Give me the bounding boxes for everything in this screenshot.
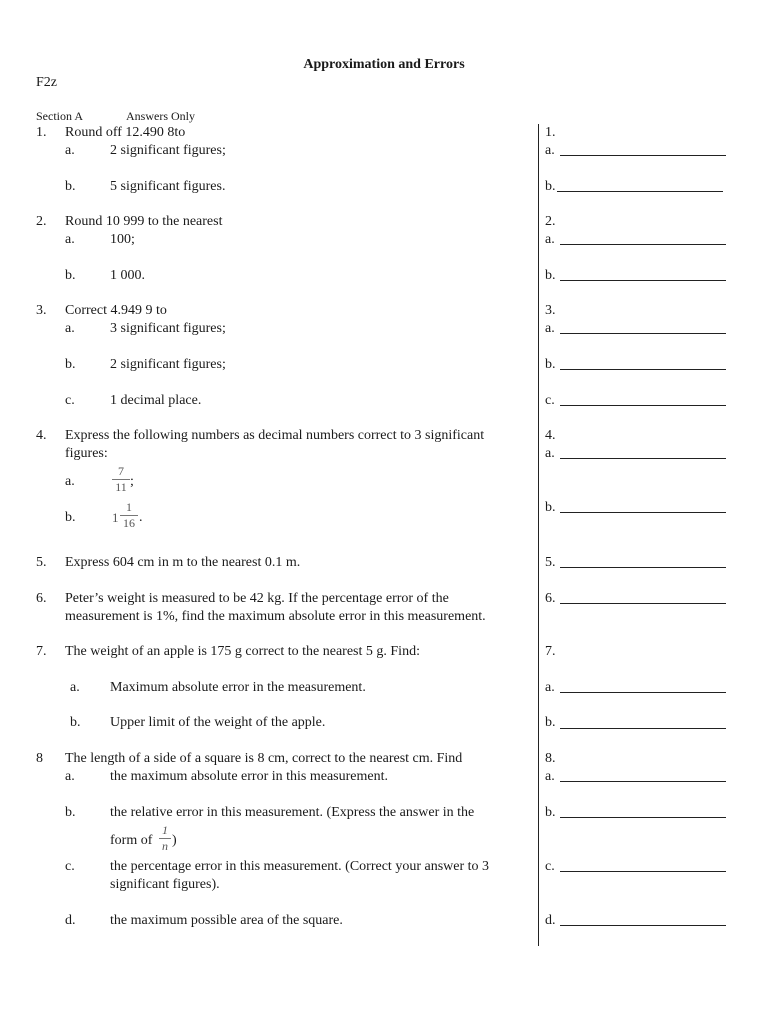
mixed-number-whole: 1 [112,510,119,525]
answer-number: 6. [545,591,556,606]
part-text: 5 significant figures. [110,179,226,194]
answer-label: c. [545,393,555,408]
part-text: 2 significant figures; [110,357,226,372]
answer-number: 3. [545,303,556,318]
question-number: 8 [36,751,43,766]
answer-label: b. [545,805,556,820]
question-text: The length of a side of a square is 8 cm, correct to the nearest cm. Find [65,751,463,766]
answer-label: b. [545,179,556,194]
question-number: 6. [36,591,47,606]
answer-number: 7. [545,644,556,659]
question-text: Express the following numbers as decimal numbers correct to 3 significant [65,428,485,443]
answer-blank-8b[interactable] [560,817,726,818]
answer-blank-6[interactable] [560,603,726,604]
answer-blank-8c[interactable] [560,871,726,872]
fraction-numerator: 1 [126,500,132,514]
part-text: Upper limit of the weight of the apple. [110,715,326,730]
fraction-denominator: 16 [123,516,135,530]
fraction-suffix: ; [130,474,134,489]
answer-blank-4b[interactable] [560,512,726,513]
part-text: 100; [110,232,135,247]
part-label: c. [65,393,75,408]
answer-label: a. [545,446,555,461]
part-text: Maximum absolute error in the measurement. [110,680,366,695]
answer-blank-3a[interactable] [560,333,726,334]
answer-blank-7b[interactable] [560,728,726,729]
part-text: 3 significant figures; [110,321,226,336]
part-label: b. [65,357,76,372]
column-divider [538,124,539,946]
answer-number: 2. [545,214,556,229]
part-label: b. [65,268,76,283]
fraction-7-11 [112,465,130,494]
part-label: a. [65,474,75,489]
answer-number: 4. [545,428,556,443]
part-label: c. [65,859,75,874]
answer-blank-4a[interactable] [560,458,726,459]
question-text: Peter’s weight is measured to be 42 kg. If the percentage error of the [65,591,449,606]
page-title: Approximation and Errors [303,57,465,72]
fraction-numerator: 7 [118,464,124,478]
part-label: b. [65,510,76,525]
answer-label: b. [545,500,556,515]
answer-number: 1. [545,125,556,140]
fraction-1-n [159,824,171,853]
answer-blank-3c[interactable] [560,405,726,406]
answer-blank-2a[interactable] [560,244,726,245]
part-text: the maximum absolute error in this measurement. [110,769,388,784]
fraction-numerator: 1 [162,823,168,837]
section-label: Section A [36,109,83,123]
answer-blank-8a[interactable] [560,781,726,782]
answer-label: c. [545,859,555,874]
question-number: 7. [36,644,47,659]
question-text: Round off 12.490 8to [65,125,186,140]
answer-label: a. [545,232,555,247]
question-number: 4. [36,428,47,443]
part-label: a. [70,680,80,695]
part-label: a. [65,321,75,336]
answer-blank-8d[interactable] [560,925,726,926]
answer-label: b. [545,268,556,283]
part-text: 2 significant figures; [110,143,226,158]
part-label: b. [70,715,81,730]
answer-label: a. [545,143,555,158]
part-text: the maximum possible area of the square. [110,913,343,928]
question-text: Correct 4.949 9 to [65,303,167,318]
question-text-continued: measurement is 1%, find the maximum absolute error in this measurement. [65,609,486,624]
answer-blank-1b[interactable] [557,191,723,192]
answer-label: d. [545,913,556,928]
question-number: 5. [36,555,47,570]
answer-label: b. [545,715,556,730]
answer-blank-5[interactable] [560,567,726,568]
fraction-1-16 [120,501,138,530]
part-label: b. [65,179,76,194]
question-text: Express 604 cm in m to the nearest 0.1 m. [65,555,301,570]
answers-only-label: Answers Only [126,109,195,123]
part-text: 1 000. [110,268,145,283]
answer-blank-7a[interactable] [560,692,726,693]
fraction-suffix: . [139,510,143,525]
part-label: a. [65,143,75,158]
question-text: The weight of an apple is 175 g correct to the nearest 5 g. Find: [65,644,420,659]
fraction-suffix: ) [172,833,177,848]
part-label: b. [65,805,76,820]
answer-number: 8. [545,751,556,766]
answer-label: a. [545,321,555,336]
part-text-continued: form of [110,833,153,848]
fraction-denominator: n [162,839,168,853]
question-text-continued: figures: [65,446,108,461]
answer-blank-3b[interactable] [560,369,726,370]
question-number: 3. [36,303,47,318]
fraction-denominator: 11 [115,480,127,494]
answer-blank-2b[interactable] [560,280,726,281]
question-text: Round 10 999 to the nearest [65,214,223,229]
answer-number: 5. [545,555,556,570]
answer-label: b. [545,357,556,372]
part-text: the percentage error in this measurement. (Correct your answer to 3 [110,859,490,874]
question-number: 1. [36,125,47,140]
answer-label: a. [545,769,555,784]
part-text: 1 decimal place. [110,393,202,408]
part-text-continued: significant figures). [110,877,220,892]
class-code: F2z [36,75,57,90]
part-label: d. [65,913,76,928]
part-text: the relative error in this measurement. (Express the answer in the [110,805,475,820]
part-label: a. [65,232,75,247]
question-number: 2. [36,214,47,229]
part-label: a. [65,769,75,784]
answer-blank-1a[interactable] [560,155,726,156]
answer-label: a. [545,680,555,695]
